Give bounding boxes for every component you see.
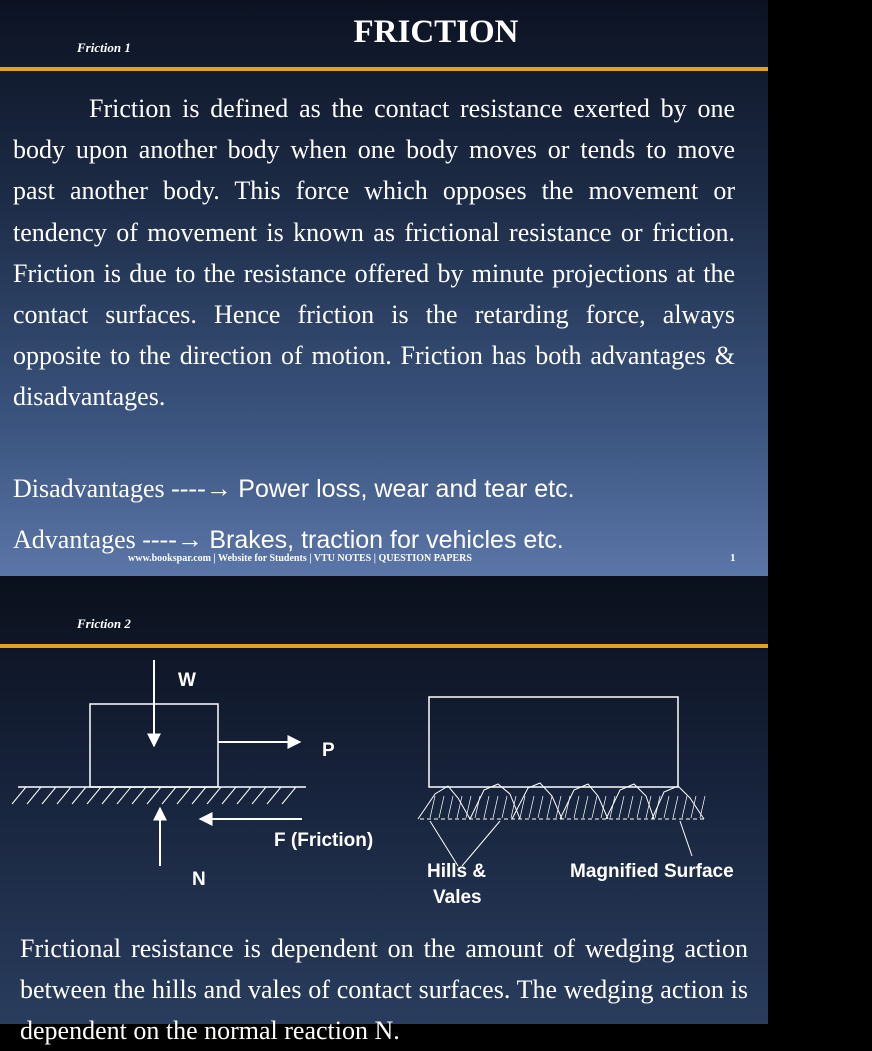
slide-label: Friction 1 — [77, 40, 131, 55]
hill-hatch-line — [493, 796, 498, 818]
disadvantages-line — [13, 474, 575, 504]
disadvantages-text: Power loss, wear and tear etc. — [238, 475, 575, 503]
hatch-line — [132, 787, 146, 804]
hill-hatch-line — [538, 796, 543, 818]
advantages-line — [13, 525, 564, 555]
hill-hatch-line — [430, 796, 435, 818]
hatch-line — [87, 787, 101, 804]
hills-pointer-1 — [430, 821, 458, 866]
hatch-line — [177, 787, 191, 804]
hills-pointer-2 — [462, 821, 500, 866]
hatch-line — [267, 787, 281, 804]
hatch-line — [252, 787, 266, 804]
slide-friction-1 — [0, 0, 768, 576]
hatch-line — [282, 787, 296, 804]
hill-hatch-line — [610, 796, 615, 818]
magnified-surface-view — [418, 697, 734, 908]
hatch-line — [57, 787, 71, 804]
slide-title: FRICTION — [353, 14, 519, 50]
normal-label: N — [192, 869, 206, 890]
magnified-block — [429, 697, 678, 787]
hatch-line — [117, 787, 131, 804]
hatch-line — [237, 787, 251, 804]
friction-diagram — [0, 656, 768, 916]
hill-hatch-line — [448, 796, 453, 818]
magnified-surface-label: Magnified Surface — [570, 861, 734, 882]
page-number: 1 — [730, 552, 736, 564]
title-divider — [0, 67, 768, 71]
hill-hatch-line — [583, 796, 588, 818]
hill-hatch-line — [628, 796, 633, 818]
hatch-line — [207, 787, 221, 804]
slide-friction-2 — [0, 576, 768, 1045]
slide-label: Friction 2 — [77, 616, 131, 631]
hatch-line — [222, 787, 236, 804]
hill-hatch-line — [529, 796, 534, 818]
hill-hatch-line — [592, 796, 597, 818]
footer-text: www.bookspar.com | Website for Students | VTU NOTES | QUESTION PAPERS — [128, 553, 472, 564]
hill-hatch-line — [673, 796, 678, 818]
hatch-line — [42, 787, 56, 804]
hill-hatch-line — [601, 796, 606, 818]
hill-hatch-line — [664, 796, 669, 818]
hatch-line — [147, 787, 161, 804]
ground-hatching — [12, 787, 296, 804]
surface-pointer — [680, 821, 692, 856]
hatch-line — [192, 787, 206, 804]
hatch-line — [12, 787, 26, 804]
advantages-label: Advantages ----→ — [13, 525, 203, 554]
force-p-label: P — [322, 740, 335, 761]
hatch-line — [102, 787, 116, 804]
definition-text: Friction is defined as the contact resistance exerted by one body upon another body when one body moves or tends to move past another body. This force which opposes the movement or tendency of movement is known as frictional resistance or friction. Friction is due to the resistance offered by minute projections at the contact surfaces. Hence friction is the retarding force, always opposite to the direction of motion. Friction has both advantages & disadvantages. — [13, 94, 735, 412]
definition-paragraph — [13, 88, 735, 418]
hill-hatch-line — [547, 796, 552, 818]
hill-hatch-line — [700, 796, 705, 818]
hill-hatch-line — [619, 796, 624, 818]
hill-hatch-line — [466, 796, 471, 818]
hill-hatch-line — [457, 796, 462, 818]
weight-label: W — [178, 670, 196, 691]
hatch-line — [27, 787, 41, 804]
hatch-line — [162, 787, 176, 804]
hills-label-line1: Hills & — [427, 861, 487, 882]
disadvantages-label: Disadvantages ----→ — [13, 474, 232, 503]
hill-hatch-line — [439, 796, 444, 818]
block-on-surface — [12, 660, 373, 890]
hill-hatch-line — [655, 796, 660, 818]
advantages-text: Brakes, traction for vehicles etc. — [209, 526, 564, 554]
hill-hatch-line — [691, 796, 696, 818]
hill-hatch-line — [484, 796, 489, 818]
hills-hatching — [430, 796, 705, 818]
hills-label-line2: Vales — [433, 887, 482, 908]
hatch-line — [72, 787, 86, 804]
hill-hatch-line — [637, 796, 642, 818]
hill-hatch-line — [502, 796, 507, 818]
hill-hatch-line — [682, 796, 687, 818]
friction-label: F (Friction) — [274, 830, 374, 851]
wedging-paragraph: Frictional resistance is dependent on the amount of wedging action between the hills and vales of contact surfaces. The wedging action is dependent on the normal reaction N. — [20, 934, 748, 1045]
title-divider — [0, 644, 768, 648]
hill-hatch-line — [574, 796, 579, 818]
